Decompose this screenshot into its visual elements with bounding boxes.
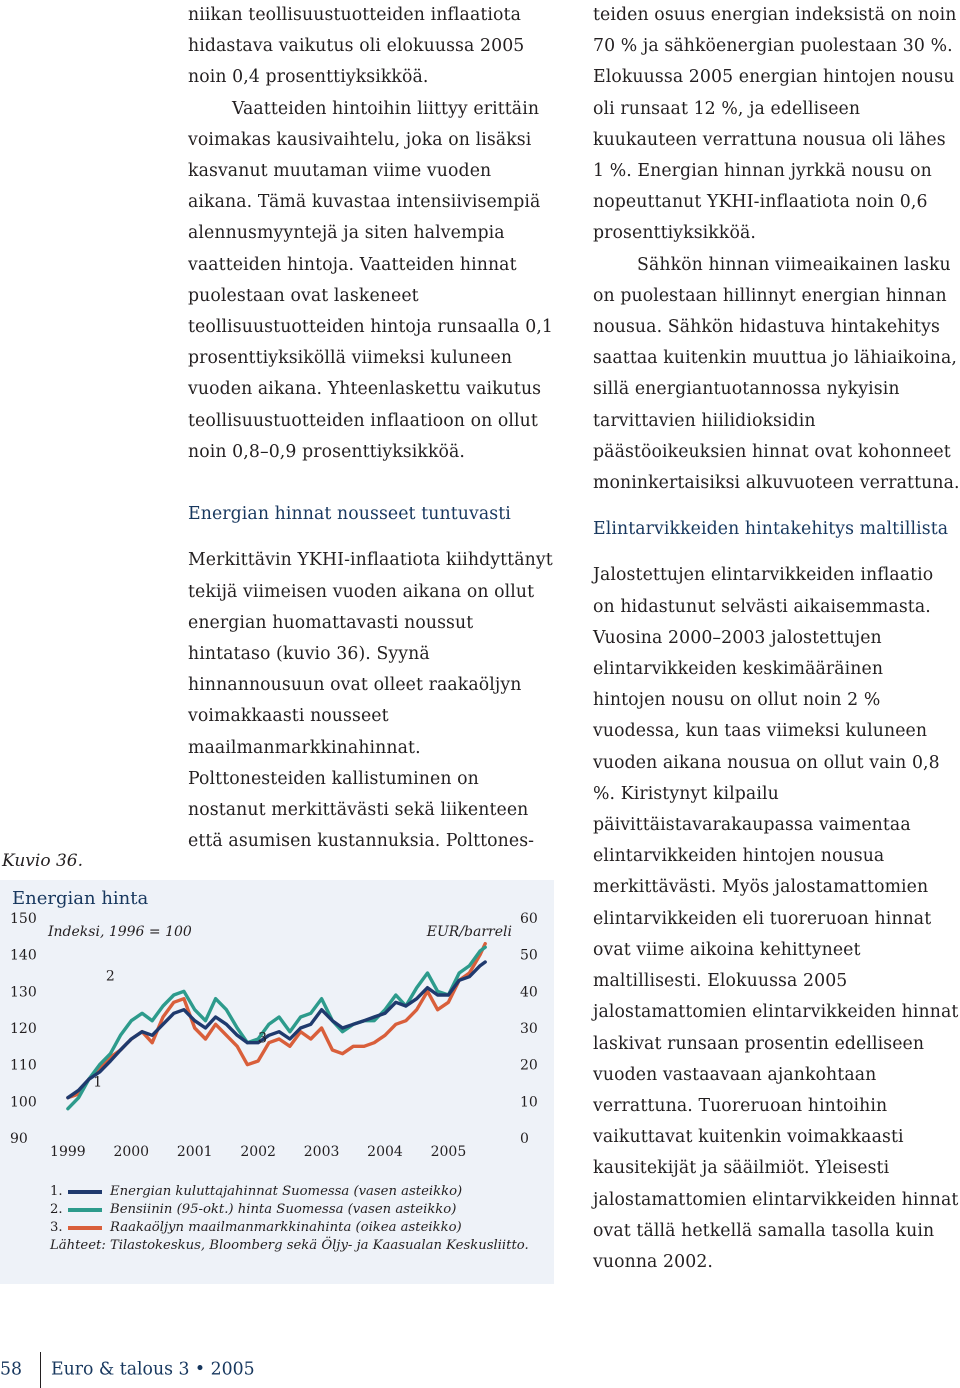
x-tick-label: 2003 [303,1144,340,1160]
x-tick-label: 2000 [113,1144,150,1160]
paragraph: Merkittävin YKHI-inflaatiota kiihdyttänyt tekijä viimeisen vuoden aikana on ollut energian huomattavasti noussut hintataso (kuvio 36). Syynä hinnannousuun ovat olleet raakaöljyn voimakkaasti nousseet maailmanmarkkinahinnat. Polttonesteiden kallistuminen on nostanut merkittävästi sekä liikenteen että asumisen kustannuksia. Polttones- [188,550,553,852]
series-label-2: 2 [105,968,115,985]
paragraph: Jalostettujen elintarvikkeiden inflaatio on hidastunut selvästi aikaisemmasta. Vuosina 2000–2003 jalostettujen elintarvikkeiden keskimääräinen hintojen nousu on ollut noin 2 % vuodessa, kun taas viimeksi kuluneen vuoden aikana nousua on ollut vain 0,8 %. Kiristynyt kilpailu päivittäistavarakaupassa vaimentaa elintarvikkeiden hintojen nousua merkittävästi. Myös jalostamattomien elintarvikkeiden eli tuoreruoan hinnat ovat viime aikoina kehittyneet maltillisesti. Elokuussa 2005 jalostamattomien elintarvikkeiden hinnat laskivat runsaan prosentin edelliseen vuoden vastaavaan ajankohtaan verrattuna. Tuoreruoan hintoihin vaikuttavat kuitenkin voimakkaasti kausitekijät ja sääilmiöt. Yleisesti jalostamattomien elintarvikkeiden hinnat ovat tällä hetkellä samalla tasolla kuin vuonna 2002. [593,565,959,1272]
text-column-right [593,0,960,1278]
legend-swatch [68,1190,102,1194]
y2-tick-label: 10 [520,1094,538,1111]
y2-tick-label: 20 [520,1057,538,1074]
series-label-1: 1 [93,1074,103,1091]
text-column-middle [188,0,560,857]
page-number: 58 [0,1359,22,1380]
y-tick-label: 90 [10,1131,28,1147]
legend-number: 3. [50,1220,63,1235]
chart-title: Energian hinta [12,888,149,909]
paragraph: teiden osuus energian indeksistä on noin 70 % ja sähköenergian puolestaan 30 %. Elokuussa 2005 energian hintojen nousu oli runsaat 12 %, ja edelliseen kuukauteen verrattuna nousua oli lähes 1 %. Energian hinnan jyrkkä nousu on nopeuttanut YKHI-inflaatiota noin 0,6 prosenttiyksikköä. [593,5,957,244]
chart-legend [50,1183,550,1255]
legend-number: 1. [50,1184,63,1199]
y2-tick-label: 60 [520,911,538,927]
y-tick-label: 120 [10,1021,37,1037]
source-text: Lähteet: Tilastokeskus, Bloomberg sekä Öljy- ja Kaasualan Keskusliitto. [50,1238,529,1253]
y2-tick-label: 0 [520,1131,529,1147]
y-tick-label: 140 [10,947,37,964]
y-tick-label: 130 [10,984,37,1001]
legend-text: Energian kuluttajahinnat Suomessa (vasen asteikko) [110,1184,463,1199]
footer-divider [40,1352,41,1388]
page-footer [0,1352,255,1388]
y-tick-label: 150 [10,911,37,927]
legend-item [50,1201,550,1219]
y2-tick-label: 40 [520,984,538,1001]
series-label-3: 3 [258,1030,268,1047]
series-line-2 [68,947,485,1108]
x-tick-label: 2004 [367,1144,403,1160]
right-axis-label: EUR/barreli [426,924,512,940]
y-tick-label: 100 [10,1094,37,1111]
legend-item [50,1183,550,1201]
paragraph: Sähkön hinnan viimeaikainen lasku on puolestaan hillinnyt energian hinnan nousua. Sähkön hidastuva hintakehitys saattaa kuitenkin muuttua jo lähiaikoina, sillä energiantuotannossa nykyisin tarvittavien hiilidioksidin päästöoikeuksien hinnat ovat kohonneet moninkertaisiksi alkuvuoteen verrattuna. [593,254,960,494]
chart-source [50,1237,550,1255]
y2-tick-label: 30 [520,1021,538,1037]
section-heading: Elintarvikkeiden hintakehitys maltillista [593,519,949,540]
x-tick-label: 2002 [240,1144,276,1160]
publication-name: Euro & talous 3 • 2005 [51,1359,255,1380]
y-tick-label: 110 [10,1057,37,1074]
chart-panel [0,880,554,1284]
left-axis-label: Indeksi, 1996 = 100 [48,924,192,940]
legend-text: Raakaöljyn maailmanmarkkinahinta (oikea asteikko) [110,1220,462,1235]
x-tick-label: 2001 [176,1144,213,1160]
section-heading: Energian hinnat nousseet tuntuvasti [188,504,511,525]
legend-number: 2. [50,1202,63,1217]
paragraph: niikan teollisuustuotteiden inflaatiota hidastava vaikutus oli elokuussa 2005 noin 0,4 prosenttiyksikköä. [188,5,525,88]
legend-swatch [68,1226,102,1230]
x-tick-label: 2005 [430,1144,467,1160]
legend-item [50,1219,550,1237]
legend-text: Bensiinin (95-okt.) hinta Suomessa (vasen asteikko) [110,1202,457,1217]
y2-tick-label: 50 [520,947,538,964]
figure-caption: Kuvio 36. [2,851,83,871]
x-tick-label: 1999 [50,1144,86,1160]
paragraph: Vaatteiden hintoihin liittyy erittäin voimakas kausivaihtelu, joka on lisäksi kasvanut muutaman viime vuoden aikana. Tämä kuvastaa intensiivisempiä alennusmyyntejä ja siten halvempia vaatteiden hintoja. Vaatteiden hinnat puolestaan ovat laskeneet teollisuustuotteiden hintoja runsaalla 0,1 prosenttiyksiköllä viimeksi kuluneen vuoden aikana. Yhteenlaskettu vaikutus teollisuustuotteiden inflaatioon on ollut noin 0,8–0,9 prosenttiyksikköä. [188,98,554,462]
chart-svg [0,880,554,1180]
legend-swatch [68,1208,102,1212]
